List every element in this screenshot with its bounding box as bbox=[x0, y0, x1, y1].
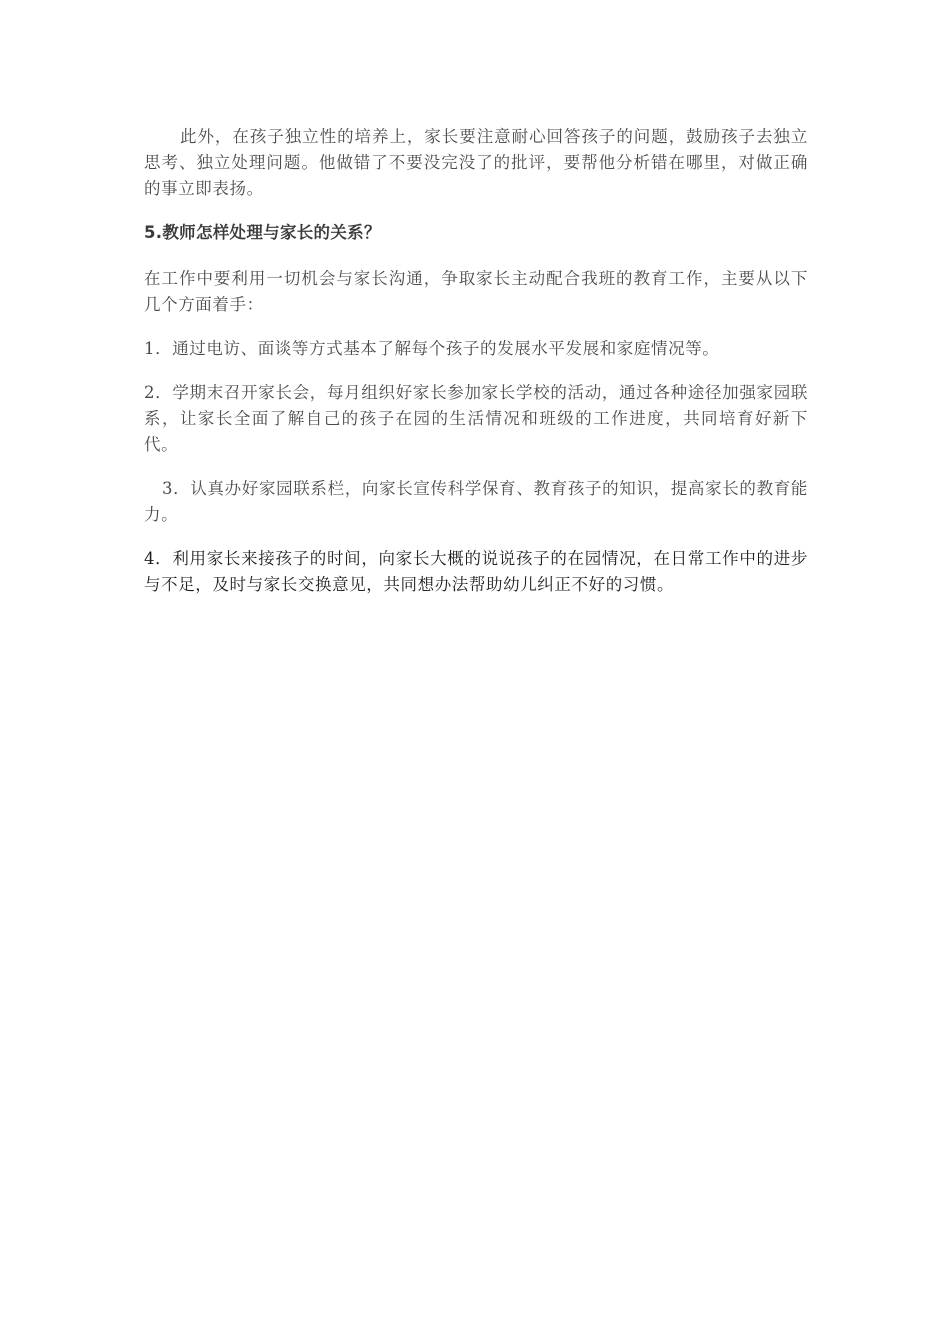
document-body bbox=[144, 124, 808, 616]
list-item-2: 2．学期末召开家长会，每月组织好家长参加家长学校的活动，通过各种途径加强家园联系，让家长全面了解自己的孩子在园的生活情况和班级的工作进度，共同培育好新下代。 bbox=[144, 383, 808, 454]
intro-paragraph: 此外，在孩子独立性的培养上，家长要注意耐心回答孩子的问题，鼓励孩子去独立思考、独立处理问题。他做错了不要没完没了的批评，要帮他分析错在哪里，对做正确的事立即表扬。 bbox=[144, 127, 808, 198]
list-item-3: 3．认真办好家园联系栏，向家长宣传科学保育、教育孩子的知识，提高家长的教育能力。 bbox=[144, 479, 808, 524]
list-item-1: 1．通过电访、面谈等方式基本了解每个孩子的发展水平发展和家庭情况等。 bbox=[144, 339, 720, 358]
list-item-4: 4．利用家长来接孩子的时间，向家长大概的说说孩子的在园情况，在日常工作中的进步与不足，及时与家长交换意见，共同想办法帮助幼儿纠正不好的习惯。 bbox=[144, 549, 808, 594]
section-heading: 5.教师怎样处理与家长的关系？ bbox=[144, 223, 381, 242]
lead-paragraph: 在工作中要利用一切机会与家长沟通，争取家长主动配合我班的教育工作，主要从以下几个方面着手： bbox=[144, 269, 808, 314]
